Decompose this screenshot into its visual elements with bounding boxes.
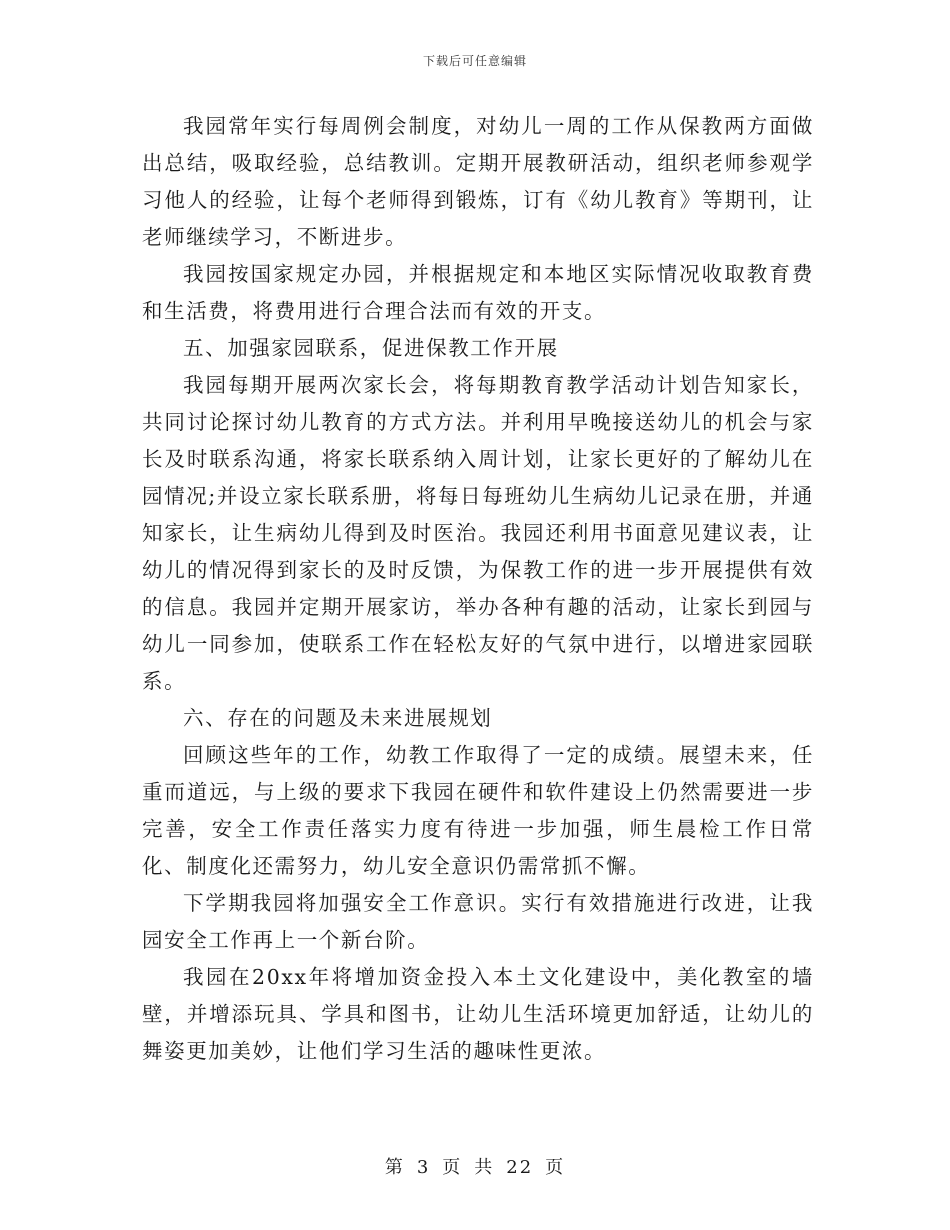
section-heading-five: 五、加强家园联系，促进保教工作开展 — [183, 336, 559, 360]
footer-prefix: 第 — [384, 1157, 405, 1178]
page-header: 下载后可任意编辑 — [422, 54, 527, 68]
page-footer — [0, 1153, 950, 1179]
document-body — [142, 108, 814, 1070]
paragraph-weekly-meetings: 我园常年实行每周例会制度，对幼儿一周的工作从保教两方面做出总结，吸取经验，总结教训。定期开展教研活动，组织老师参观学习他人的经验，让每个老师得到锻炼，订有《幼儿教育》等期刊，让老师继续学习，不断进步。 — [142, 114, 814, 249]
footer-page-word: 页 — [442, 1157, 463, 1178]
paragraph-parent-contact: 我园每期开展两次家长会，将每期教育教学活动计划告知家长，共同讨论探讨幼儿教育的方式方法。并利用早晚接送幼儿的机会与家长及时联系沟通，将家长联系纳入周计划，让家长更好的了解幼儿在园情况;并设立家长联系册，将每日每班幼儿生病幼儿记录在册，并通知家长，让生病幼儿得到及时医治。我园还利用书面意见建议表，让幼儿的情况得到家长的及时反馈，为保教工作的进一步开展提供有效的信息。我园并定期开展家访，举办各种有趣的活动，让家长到园与幼儿一同参加，使联系工作在轻松友好的气氛中进行，以增进家园联系。 — [142, 373, 814, 693]
footer-total-pages: 22 — [506, 1157, 534, 1178]
paragraph-review: 回顾这些年的工作，幼教工作取得了一定的成绩。展望未来，任重而道远，与上级的要求下我园在硬件和软件建设上仍然需要进一步完善，安全工作责任落实力度有待进一步加强，师生晨检工作日常化、制度化还需努力，幼儿安全意识仍需常抓不懈。 — [142, 743, 814, 878]
paragraph-investment: 我园在20xx年将增加资金投入本土文化建设中，美化教室的墙壁，并增添玩具、学具和图书，让幼儿生活环境更加舒适，让幼儿的舞姿更加美妙，让他们学习生活的趣味性更浓。 — [142, 965, 814, 1063]
footer-total-word: 共 — [474, 1157, 495, 1178]
paragraph-safety: 下学期我园将加强安全工作意识。实行有效措施进行改进，让我园安全工作再上一个新台阶。 — [142, 891, 814, 952]
footer-current-page: 3 — [416, 1157, 431, 1178]
section-heading-six: 六、存在的问题及未来进展规划 — [183, 706, 493, 730]
footer-suffix: 页 — [545, 1157, 566, 1178]
paragraph-fees: 我园按国家规定办园，并根据规定和本地区实际情况收取教育费和生活费，将费用进行合理合法而有效的开支。 — [142, 262, 814, 323]
